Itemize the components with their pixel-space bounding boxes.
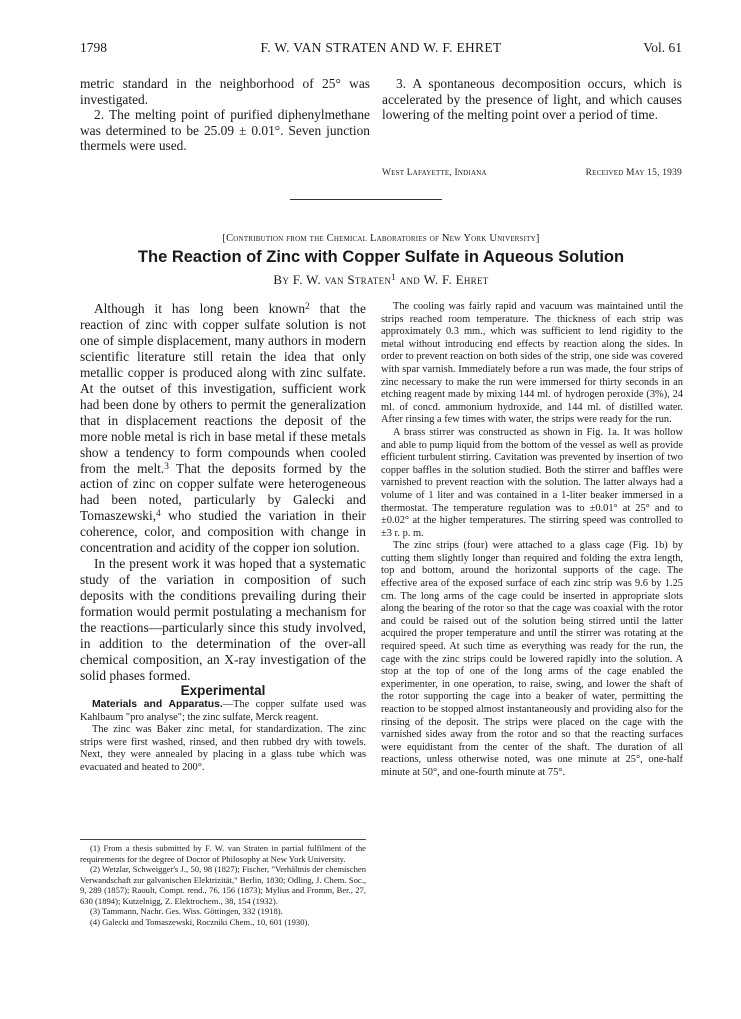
author-1-footnote-mark: 1 <box>391 271 397 282</box>
right-column-text <box>381 301 683 780</box>
zinc-strips-paragraph: The zinc strips (four) were attached to a glass cage (Fig. 1b) by cutting them slightly longer than required and folding the extra length, top and bottom, around the horizontal supports of the cage. The effective area of the exposed surface of each zinc strip was 9.6 by 1.25 cm. The long arms of the cage could be inserted in appropriate slots along the bearing of the rotor so that the cage was coaxial with the rotor and could be raised out of the solution being stirred until the latter acquired the proper temperature and until the stirrer was rotating at the required speed. At such time as everything was ready for the run, the cage with the zinc strips could be lowered rapidly into the solution. A stop at the top of one of the long arms of the cage enabled the experimenter, in one operation, to raise, swing, and lower the shaft of the rotor supporting the cage into a beaker of water, permitting the reaction to be stopped almost instantaneously and providing also for the rinsing of the deposit. The strips were placed on the cage with the varnished sides away from the rotor and so that the reacting surfaces were equidistant from the center of the shaft. The duration of all reactions, unless otherwise noted, was one minute at 25°, one-half minute at 50°, and one-fourth minute at 75°. <box>381 540 683 778</box>
intro-text-c: That the deposits formed by the action of zinc on copper sulfate were heterogeneous had been noted, particularly by Galecki and Tomaszewski, <box>80 460 367 524</box>
intro-text-a: Although it has long been known <box>94 301 306 316</box>
byline-and: and <box>399 272 421 287</box>
byline-by: By <box>273 272 290 287</box>
contribution-line: [Contribution from the Chemical Laboratories of New York University] <box>222 233 540 244</box>
footnote-mark-4: 4 <box>156 509 161 520</box>
article-title: The Reaction of Zinc with Copper Sulfate in Aqueous Solution <box>137 248 625 266</box>
signature-location: West Lafayette, Indiana <box>382 168 487 178</box>
author-2: W. F. Ehret <box>423 272 489 287</box>
footnotes <box>80 843 366 927</box>
volume-label: Vol. 61 <box>643 40 682 55</box>
footnote-4: (4) Galecki and Tomaszewski, Roczniki Chem., 10, 601 (1930). <box>90 916 310 927</box>
article-separator-rule <box>290 199 442 200</box>
page-number: 1798 <box>80 40 107 55</box>
zinc-paragraph: The zinc was Baker zinc metal, for standardization. The zinc strips were first washed, rinsed, and then rubbed dry with towels. Next, they were annealed by placing in a glass tube which was evacuated and heated to 200°. <box>80 724 366 773</box>
conclusion-1-tail: metric standard in the neighborhood of 25° was investigated. <box>80 76 370 107</box>
byline <box>80 272 682 288</box>
footnote-mark-2: 2 <box>305 301 310 312</box>
footnote-3: (3) Tammann, Nachr. Ges. Wiss. Göttingen, 332 (1918). <box>90 906 283 916</box>
cooling-paragraph: The cooling was fairly rapid and vacuum was maintained until the strips reached room temperature. The thickness of each strip was approximately 0.3 mm., which was sufficient to lend rigidity to the metal without introducing end effects by reaction along the sides. In order to prevent reaction on both sides of the strip, one side was covered with spar varnish. Immediately before a run was made, the four strips of zinc necessary to make the run were immersed for thirty seconds in an etching reagent made by mixing 144 ml. of hydrogen peroxide (3%), 24 ml. of concd. ammonium hydroxide, and 144 ml. of distilled water. After rinsing a few times with water, the strips were ready for the run. <box>381 301 683 426</box>
footnote-2: (2) Wetzlar, Schweigger's J., 50, 98 (1827); Fischer, "Verhältnis der chemischen Verwandschaft zur galvanischen Elektrizität," Berlin, 1830; Odling, J. Chem. Soc., 9, 289 (1857); Raoult, Compt. rend., 76, 156 (1873); Mylius and Fromm, Ber., 27, 630 (1894); Kutzelnigg, Z. Elektrochem., 38, 154 (1932). <box>80 864 366 906</box>
footnote-1: (1) From a thesis submitted by F. W. van Straten in partial fulfilment of the requirements for the degree of Doctor of Philosophy at New York University. <box>80 843 366 864</box>
footnote-mark-3: 3 <box>164 461 169 472</box>
running-head: F. W. VAN STRATEN AND W. F. EHRET <box>260 40 502 55</box>
intro-paragraph-2: In the present work it was hoped that a systematic study of the variation in composition of such deposits with the conditions prevailing during their formation would permit postulating a mechanism for the reactions—particularly since this study involved, in addition to the determination of the over-all chemical composition, an X-ray investigation of the solid phases formed. <box>80 556 366 683</box>
materials-run-in-head: Materials and Apparatus. <box>92 699 223 710</box>
conclusion-3: 3. A spontaneous decomposition occurs, which is accelerated by the presence of light, and which causes lowering of the melting point over a period of time. <box>382 76 682 123</box>
materials-text: —The copper sulfate used was Kahlbaum "pro analyse"; the zinc sulfate, Merck reagent. <box>80 699 366 723</box>
experimental-heading: Experimental <box>180 683 266 698</box>
intro-text-b: that the reaction of zinc with copper sulfate solution is not one of simple displacement, many authors in modern scientific literature still retain the idea that only metallic copper is produced along with zinc sulfate. At the outset of this investigation, sufficient work had been done by others to permit the generalization that in displacement reactions the deposit of the more noble metal is rich in base metal if these metals show a tendency to form compounds when cooled from the melt. <box>80 301 366 476</box>
conclusion-2: 2. The melting point of purified diphenylmethane was determined to be 25.09 ± 0.01°. Seven junction thermels were used. <box>80 107 370 154</box>
previous-article-conclusions-right <box>382 76 682 123</box>
received-date: Received May 15, 1939 <box>585 168 682 178</box>
author-1: F. W. van Straten <box>292 272 392 287</box>
experimental-section <box>80 699 366 775</box>
materials-paragraph <box>80 699 366 724</box>
intro-paragraph-1 <box>80 301 366 556</box>
page-header <box>80 40 682 62</box>
intro-text-d: who studied the variation in their coherence, color, and composition with change in concentration and acidity of the copper ion solution. <box>80 508 366 556</box>
previous-article-conclusions-left <box>80 76 370 154</box>
stirrer-paragraph: A brass stirrer was constructed as shown in Fig. 1a. It was hollow and able to pump liquid from the bottom of the vessel as well as provide efficient turbulent stirring. Cavitation was prevented by insertion of two copper baffles in the solution studied. Both the stirrer and baffles were varnished to prevent reaction with the solution. The latter always had a volume of 1 liter and was contained in a 1-liter beaker immersed in a thermostat. The temperature regulation was to ±0.01° at 25° and to ±0.02° at the higher temperatures. The stirring speed was controlled to ±3 r. p. m. <box>381 426 683 539</box>
footnote-rule <box>80 839 366 840</box>
introduction <box>80 301 366 684</box>
